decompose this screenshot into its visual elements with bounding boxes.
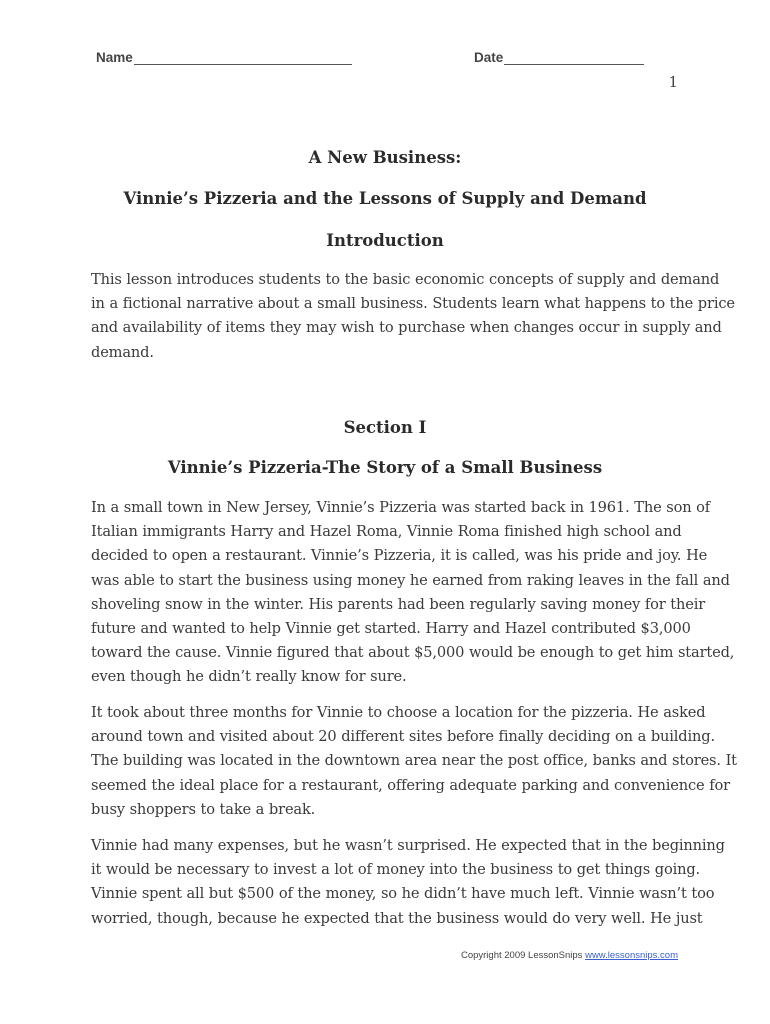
story-paragraph-2: [91, 701, 737, 822]
text-line: It took about three months for Vinnie to choose a location for the pizzeria. He asked: [91, 704, 706, 721]
story-paragraph-3: [91, 834, 725, 931]
text-line: In a small town in New Jersey, Vinnie’s Pizzeria was started back in 1961. The son of: [91, 499, 711, 516]
document-title: A New Business:: [308, 148, 462, 167]
text-line: shoveling snow in the winter. His parents had been regularly saving money for their: [91, 595, 706, 613]
section-subheading: Vinnie’s Pizzeria-The Story of a Small Business: [167, 458, 603, 477]
date-field[interactable]: [474, 50, 644, 65]
text-line: and availability of items they may wish to purchase when changes occur in supply and: [91, 319, 722, 337]
name-field[interactable]: [96, 50, 352, 65]
story-paragraph-1: [91, 496, 735, 690]
text-line: even though he didn’t really know for sure.: [91, 668, 407, 686]
text-line: toward the cause. Vinnie figured that about $5,000 would be enough to get him started,: [91, 644, 735, 662]
text-line: it would be necessary to invest a lot of money into the business to get things going.: [91, 861, 701, 879]
text-line: was able to start the business using money he earned from raking leaves in the fall and: [91, 571, 730, 589]
intro-heading: Introduction: [326, 231, 444, 250]
copyright-text: Copyright 2009 LessonSnips: [460, 950, 583, 961]
text-line: Vinnie spent all but $500 of the money, so he didn’t have much left. Vinnie wasn’t too: [91, 885, 715, 903]
text-line: in a fictional narrative about a small business. Students learn what happens to the price: [91, 295, 735, 313]
text-line: future and wanted to help Vinnie get started. Harry and Hazel contributed $3,000: [91, 620, 691, 638]
text-line: decided to open a restaurant. Vinnie’s Pizzeria, it is called, was his pride and joy. He: [91, 547, 708, 565]
text-line: around town and visited about 20 different sites before finally deciding on a building.: [91, 728, 715, 746]
date-blank-line[interactable]: [504, 50, 644, 65]
text-line: seemed the ideal place for a restaurant, offering adequate parking and convenience for: [91, 776, 730, 794]
name-blank-line[interactable]: [134, 50, 352, 65]
date-label: Date: [474, 50, 504, 65]
text-line: busy shoppers to take a break.: [91, 800, 316, 818]
website-link[interactable]: www.lessonsnips.com: [585, 950, 678, 961]
document-subtitle: Vinnie’s Pizzeria and the Lessons of Supply and Demand: [123, 189, 647, 208]
text-line: Italian immigrants Harry and Hazel Roma, Vinnie Roma finished high school and: [91, 523, 682, 541]
footer: [461, 950, 678, 961]
text-line: The building was located in the downtown area near the post office, banks and stores. It: [91, 752, 737, 770]
intro-paragraph: [91, 268, 735, 365]
text-line: worried, though, because he expected that the business would do very well. He just: [91, 909, 703, 927]
text-line: This lesson introduces students to the basic economic concepts of supply and demand: [91, 271, 720, 288]
section-heading: Section I: [343, 418, 427, 437]
text-line: demand.: [91, 343, 154, 361]
name-label: Name: [96, 50, 133, 65]
page-number: 1: [668, 73, 678, 91]
text-line: Vinnie had many expenses, but he wasn’t surprised. He expected that in the beginning: [91, 837, 725, 854]
